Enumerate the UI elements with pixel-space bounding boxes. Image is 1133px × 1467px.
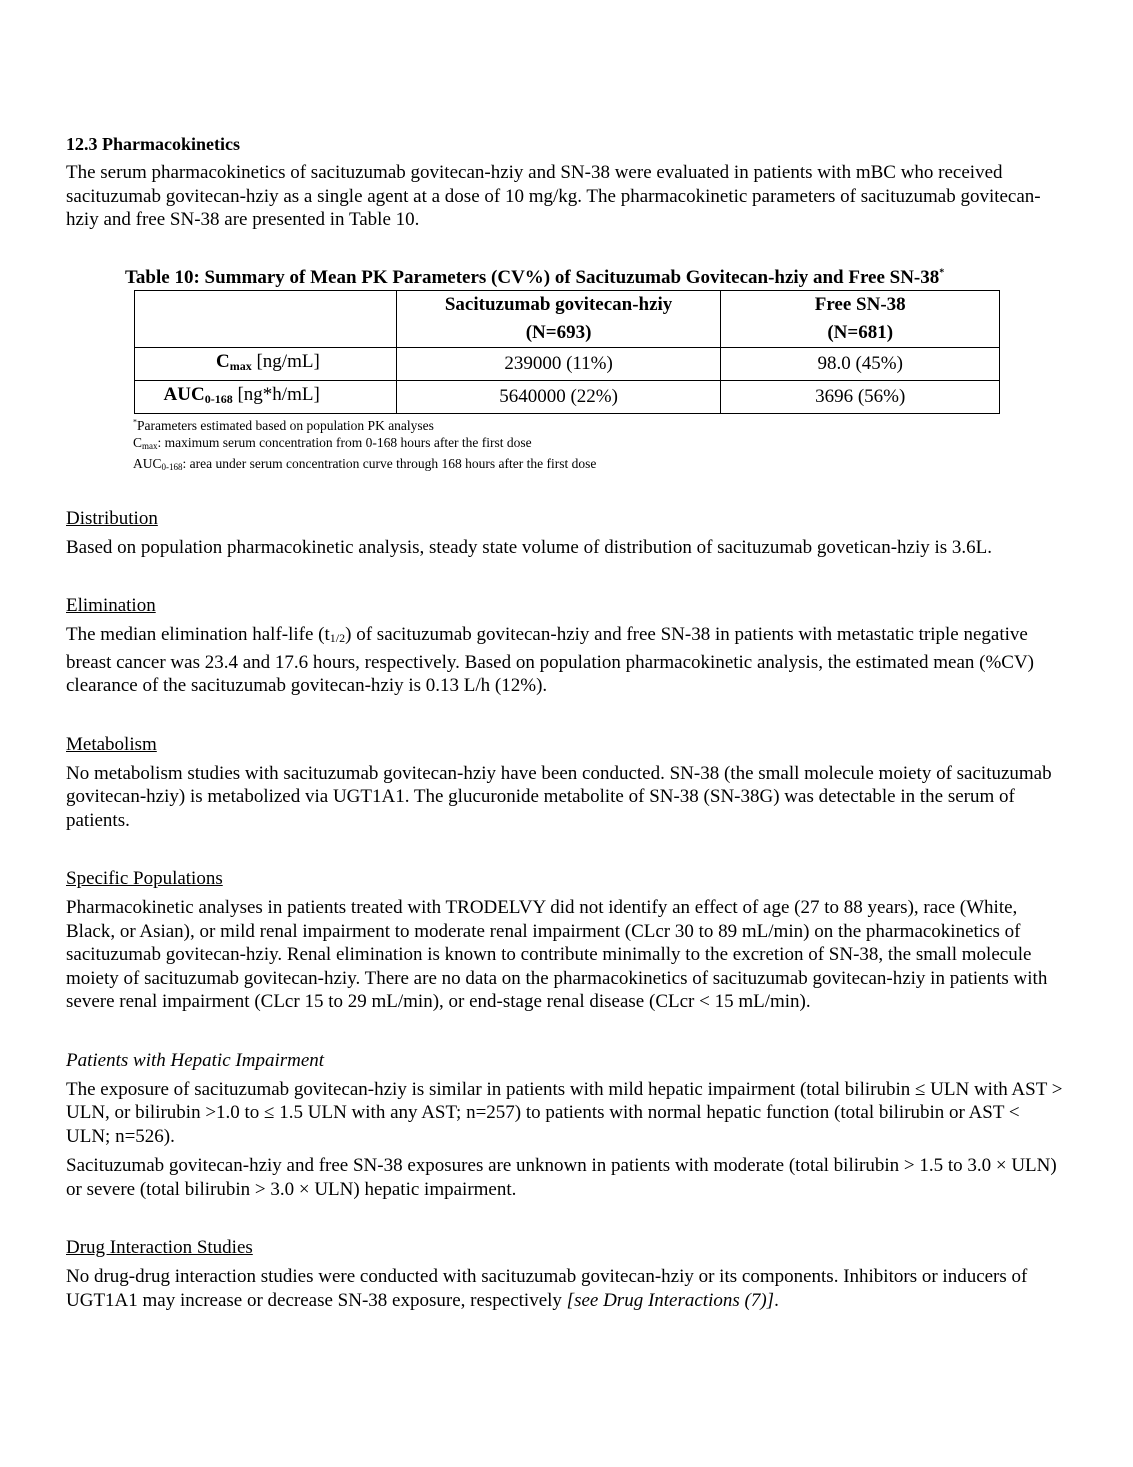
footnote-1-mark: * — [133, 417, 137, 426]
table-header-row — [135, 290, 1000, 347]
pk-table — [134, 290, 1000, 414]
row-label-cmax — [135, 347, 397, 380]
hepatic-heading: Patients with Hepatic Impairment — [66, 1049, 325, 1071]
footnote-3 — [133, 455, 1066, 476]
table-row-cmax — [135, 347, 1000, 380]
footnote-3-term: AUC — [133, 455, 162, 471]
half-life-sub: 1/2 — [329, 631, 346, 645]
specific-populations-heading: Specific Populations — [66, 868, 223, 889]
footnote-2-term: C — [133, 434, 143, 450]
elimination-text — [66, 623, 1066, 698]
header-sacituzumab-n: (N=693) — [525, 321, 592, 343]
header-sacituzumab-name: Sacituzumab govitecan-hziy — [444, 293, 673, 315]
param-cmax-unit: [ng/mL] — [251, 350, 320, 372]
elimination-text-b: ) of sacituzumab govitecan-hziy and free SN-38 in patients with metastatic triple negative breast cancer was 23.4 and 17.6 hours, respectively. Based on population pharmacokinetic analysis, the estimated mean (%CV) clearance of the sacituzumab govitecan-hziy is 0.13 L/h (12%). — [66, 624, 1034, 696]
header-sacituzumab — [396, 290, 721, 347]
table-row-auc — [135, 380, 1000, 413]
drug-interaction-end: . — [774, 1289, 779, 1311]
drug-interaction-ref: [see Drug Interactions (7)] — [566, 1289, 775, 1311]
table-footnotes — [133, 417, 1066, 476]
hepatic-text-2: Sacituzumab govitecan-hziy and free SN-38 exposures are unknown in patients with moderate (total bilirubin > 1.5 to 3.0 × ULN) or severe (total bilirubin > 3.0 × ULN) hepatic impairment. — [66, 1155, 1057, 1200]
param-auc-unit: [ng*h/mL] — [232, 383, 320, 405]
drug-interaction-text — [66, 1265, 1066, 1312]
param-auc: AUC — [163, 383, 205, 405]
table-caption — [125, 266, 1066, 290]
specific-populations-text: Pharmacokinetic analyses in patients treated with TRODELVY did not identify an effect of age (27 to 88 years), race (White, Black, or Asian), or mild renal impairment to moderate renal impairment (CLcr 30 to 89 mL/min) on the pharmacokinetics of sacituzumab govitecan-hziy. Renal elimination is known to contribute minimally to the excretion of SN-38, the small molecule moiety of sacituzumab govitecan-hziy. There are no data on the pharmacokinetics of sacituzumab govitecan-hziy in patients with severe renal impairment (CLcr 15 to 29 mL/min), or end-stage renal disease (CLcr < 15 mL/min). — [66, 897, 1048, 1012]
cell-auc-sacituzumab: 5640000 (22%) — [396, 380, 721, 413]
row-label-auc — [135, 380, 397, 413]
table-caption-mark: * — [939, 267, 945, 279]
elimination-heading: Elimination — [66, 595, 156, 616]
footnote-3-text: : area under serum concentration curve through 168 hours after the first dose — [182, 455, 597, 471]
footnote-2-sub: max — [142, 440, 158, 451]
footnote-3-sub: 0-168 — [161, 461, 183, 472]
header-free-sn38 — [721, 290, 1000, 347]
header-empty-cell — [135, 290, 397, 347]
footnote-2 — [133, 434, 1066, 455]
distribution-heading: Distribution — [66, 507, 158, 529]
elimination-text-a: The median elimination half-life (t — [66, 624, 330, 645]
footnote-2-text: : maximum serum concentration from 0-168 hours after the first dose — [157, 434, 532, 450]
intro-paragraph: The serum pharmacokinetics of sacituzumab govitecan-hziy and SN-38 were evaluated in patients with mBC who received sacituzumab govitecan-hziy as a single agent at a dose of 10 mg/kg. The pharmacokinetic parameters of sacituzumab govitecan-hziy and free SN-38 are presented in Table 10. — [66, 162, 1041, 230]
param-cmax: C — [215, 350, 230, 372]
header-free-sn38-n: (N=681) — [827, 321, 894, 343]
section-title: 12.3 Pharmacokinetics — [66, 134, 240, 154]
footnote-1-text: Parameters estimated based on population PK analyses — [137, 417, 434, 433]
metabolism-heading: Metabolism — [66, 733, 157, 755]
table-caption-text: Table 10: Summary of Mean PK Parameters (CV%) of Sacituzumab Govitecan-hziy and Free SN-38 — [125, 266, 940, 288]
drug-interaction-heading: Drug Interaction Studies — [66, 1237, 253, 1258]
cell-auc-sn38: 3696 (56%) — [721, 380, 1000, 413]
distribution-text: Based on population pharmacokinetic analysis, steady state volume of distribution of sacituzumab govetican-hziy is 3.6L. — [66, 536, 993, 558]
hepatic-text-1: The exposure of sacituzumab govitecan-hziy is similar in patients with mild hepatic impairment (total bilirubin ≤ ULN with AST > ULN, or bilirubin >1.0 to ≤ 1.5 ULN with any AST; n=257) to patients with normal hepatic function (total bilirubin or AST < ULN; n=526). — [66, 1078, 1063, 1147]
cell-cmax-sn38: 98.0 (45%) — [721, 347, 1000, 380]
param-cmax-sub: max — [229, 358, 252, 373]
param-auc-sub: 0-168 — [204, 391, 233, 406]
footnote-1 — [133, 417, 1066, 434]
cell-cmax-sacituzumab: 239000 (11%) — [396, 347, 721, 380]
header-free-sn38-name: Free SN-38 — [814, 293, 906, 315]
document-page — [66, 132, 1066, 1312]
metabolism-text: No metabolism studies with sacituzumab govitecan-hziy have been conducted. SN-38 (the small molecule moiety of sacituzumab govitecan-hziy) is metabolized via UGT1A1. The glucuronide metabolite of SN-38 (SN-38G) was detectable in the serum of patients. — [66, 762, 1052, 831]
drug-interaction-body: No drug-drug interaction studies were conducted with sacituzumab govitecan-hziy or its components. Inhibitors or inducers of UGT1A1 may increase or decrease SN-38 exposure, respectively — [66, 1266, 1028, 1311]
